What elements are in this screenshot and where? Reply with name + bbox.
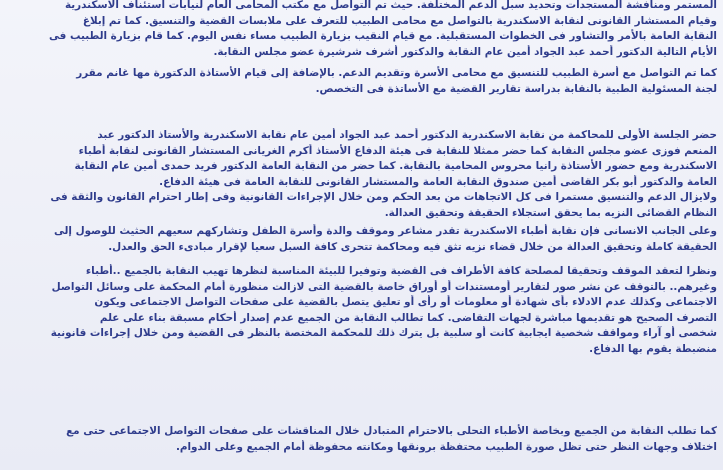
text-line: النظام القضائى النزيه بما يحقق استجلاء الحقيقة وتحقيق العدالة. <box>384 206 717 219</box>
text-line: الحقيقة كاملة وتحقيق العدالة من خلال قضاء نزيه تثق فيه ومحاكمة تتحرى كافة السبل سعيا لإقرار مبادىء الحق والعدل. <box>108 240 717 253</box>
paragraph-family-support <box>6 66 717 97</box>
text-line: ولايزال الدعم والتنسيق مستمرا فى كل الاتجاهات من بعد الحكم ومن خلال الإجراءات القانونية وفى إطار احترام القانون والثقة فى <box>50 191 717 204</box>
text-line: النقابة العامة بالأمر والتشاور فى الخطوات المستقبلية. مع قيام النقيب بزيارة الطبيب مساء نفس اليوم. كما قام بزيارة الطبيب فى <box>49 30 717 43</box>
paragraph-publishing-appeal <box>6 264 717 358</box>
paragraph-first-hearing <box>6 128 717 222</box>
paragraph-follow-up <box>6 0 717 60</box>
text-line: منضبطة يقوم بها الدفاع. <box>589 342 717 355</box>
text-line: كما تطلب النقابة من الجميع وبخاصة الأطباء التحلى بالاحترام المتبادل خلال المناقشات على صفحات التواصل الاجتماعى حتى مع <box>66 425 717 437</box>
text-line: العامة والدكتور أبو بكر القاضى أمين صندوق النقابة العامة والمستشار القانونى للنقابة العامة فى هيئة الدفاع. <box>159 175 717 188</box>
text-line: الأيام التالية الدكتور أحمد عبد الجواد أمين عام النقابة والدكتور أشرف شرشيرة عضو مجلس النقابة. <box>213 45 717 58</box>
text-line: ونظرا لتعقد الموقف وتحقيقا لمصلحة كافة الأطراف فى القضية وتوفيرا للبيئة المناسبة لنظرها تهيب النقابة بالجميع ..أطباء <box>85 265 717 277</box>
text-line: وعلى الجانب الانسانى فإن نقابة أطباء الاسكندرية تقدر مشاعر وموقف والدة وأسرة الطفل وتشاركهم سعيهم الحثيث للوصول إلى <box>54 225 717 237</box>
text-line: وقيام المستشار القانونى لنقابة الاسكندرية بالتواصل مع محامى الطبيب للتعرف على ملابسات القضية والتنسيق. كما تم إبلاغ <box>82 14 717 27</box>
text-line: الاجتماعى وكذلك عدم الادلاء بأى شهادة أو معلومات أو رأى أو تعليق يتصل بالقضية على صفحات التواصل الاجتماعى ويكون <box>94 296 717 309</box>
paragraph-mutual-respect <box>6 424 717 455</box>
text-line: التصرف الصحيح هو تقديمها مباشرة لجهات التقاضى. كما تطالب النقابة من الجميع عدم إصدار أحكام مسبقة بناء على علم <box>99 311 717 324</box>
text-line: حضر الجلسة الأولى للمحاكمة من نقابة الاسكندرية الدكتور أحمد عبد الجواد أمين عام نقابة الاسكندرية والأستاذ الدكتور عبد <box>97 129 717 141</box>
paragraph-humanitarian <box>6 224 717 255</box>
text-line: المستمر ومنافشة المستجدات وتحديد سبل الدعم المختلفة. حيث تم التواصل مع مكتب المحامى العام لنيابات استئناف الاسكندرية <box>64 0 717 11</box>
text-line: الاسكندرية ومع حضور الأستاذة رانيا محروس المحامية بالنقابة. كما حضر من النقابة العامة الدكتور فريد حمدى أمين عام النقابة <box>74 160 717 173</box>
text-line: لجنة المسئولية الطبية بالنقابة بدراسة تقارير القضية مع الأساتذة فى التخصص. <box>315 82 717 95</box>
text-line: شخصى أو آراء ومواقف شخصية ايجابية كانت أو سلبية بل يترك ذلك للمحكمة المختصة بالنظر فى القضية ومن خلال إجراءات قانونية <box>50 327 717 340</box>
text-line: كما تم التواصل مع أسرة الطبيب للتنسيق مع محامى الأسرة وتقديم الدعم. بالإضافة إلى قيام الأستاذة الدكتورة مها غانم مقرر <box>76 67 717 79</box>
text-line: المنعم فوزى عضو مجلس النقابة كما حضر ممثلا للنقابة فى هيئة الدفاع الأستاذ أكرم الغريانى المستشار القانونى لنقابة أطباء <box>78 144 717 157</box>
text-line: اختلاف وجهات النظر حتى تظل صورة الطبيب محتفظة برونقها ومكانته محفوظة أمام الجميع وعلى الدوام. <box>175 440 717 453</box>
text-line: وغيرهم.. بالتوقف عن نشر صور لتقارير أومستندات أو أوراق خاصة بالقضية التى لازالت منظورة أمام المحكمة على وسائل التواصل <box>51 280 717 293</box>
